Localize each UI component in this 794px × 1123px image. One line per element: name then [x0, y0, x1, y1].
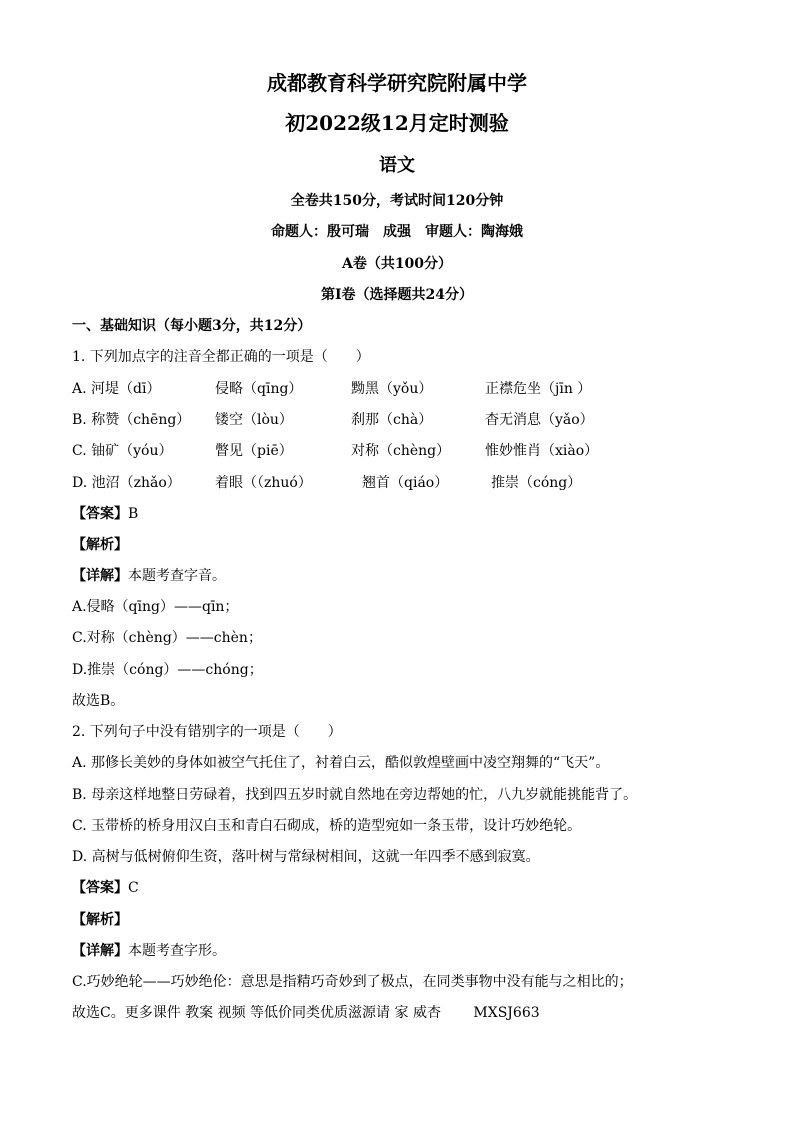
q1-conclusion: 故选B。: [72, 693, 125, 709]
q1-option-b-1: B. 称赞（chēng）: [72, 412, 191, 428]
q1-option-d-2: 着眼（（zhuó）: [215, 475, 312, 491]
q1-option-c-4: 惟妙惟肖（xiào）: [485, 443, 599, 459]
answer-value: B: [128, 506, 139, 522]
exam-title: 初2022级12月定时测验: [285, 111, 509, 135]
q2-conclusion: 故选C。更多课件 教案 视频 等低价同类优质滋源请 家 威杏 MXSJ663: [72, 1005, 540, 1021]
volume-a-title: A卷（共100分）: [341, 256, 453, 272]
q1-option-c-3: 对称（chèng）: [351, 443, 451, 459]
q1-analysis-label: 【解析】: [72, 537, 128, 553]
q1-note-a: A.侵略（qīng）——qīn；: [72, 599, 239, 615]
q1-option-a-2: 侵略（qīng）: [215, 381, 303, 397]
section-one-title: 一、基础知识（每小题3分，共12分）: [72, 318, 312, 334]
q1-option-d-3: 翘首（qiáo）: [362, 475, 449, 491]
q1-detail: [72, 567, 226, 585]
question-1-stem: 1. 下列加点字的注音全都正确的一项是（ ）: [72, 349, 370, 365]
q1-option-b-3: 刹那（chà）: [351, 412, 433, 428]
school-title: 成都教育科学研究院附属中学: [267, 71, 527, 95]
subject-title: 语文: [379, 155, 415, 176]
answer-label: 【答案】: [72, 880, 128, 896]
q2-note-c: C.巧妙绝轮——巧妙绝伦：意思是指精巧奇妙到了极点，在同类事物中没有能与之相比的；: [72, 974, 633, 990]
q1-option-b-2: 镂空（lòu）: [215, 412, 293, 428]
q1-option-d-4: 推崇（cóng）: [491, 475, 582, 491]
q1-option-c-1: C. 铀矿（yóu）: [72, 443, 173, 459]
question-2-stem: 2. 下列句子中没有错别字的一项是（ ）: [72, 724, 342, 740]
q2-detail: [72, 942, 226, 960]
detail-text: 本题考查字音。: [128, 568, 226, 584]
exam-authors: 命题人：殷可瑞 成强 审题人：陶海娥: [271, 224, 523, 240]
q1-option-c-2: 瞥见（piē）: [215, 443, 293, 459]
q1-option-d-1: D. 池沼（zhǎo）: [72, 475, 181, 491]
q1-option-b-4: 杳无消息（yǎo）: [485, 412, 594, 428]
q1-answer: [72, 505, 138, 523]
q1-note-c: C.对称（chèng）——chèn；: [72, 630, 262, 646]
q1-option-a-3: 黝黑（yǒu）: [351, 381, 433, 397]
q2-option-b: B. 母亲这样地整日劳碌着，找到四五岁时就自然地在旁边帮她的忙，八九岁就能挑能背了。: [72, 787, 638, 803]
q2-answer: [72, 879, 139, 897]
detail-label: 【详解】: [72, 568, 128, 584]
q1-option-a-1: A. 河堤（dī）: [72, 381, 161, 397]
q2-analysis-label: 【解析】: [72, 912, 128, 928]
q1-note-d: D.推崇（cóng）——chóng；: [72, 662, 263, 678]
q2-option-c: C. 玉带桥的桥身用汉白玉和青白石砌成，桥的造型宛如一条玉带，设计巧妙绝轮。: [72, 818, 582, 834]
answer-label: 【答案】: [72, 506, 128, 522]
part-one-title: 第Ⅰ卷（选择题共24分）: [320, 287, 474, 303]
exam-info: 全卷共150分，考试时间120分钟: [290, 193, 504, 209]
detail-label: 【详解】: [72, 943, 128, 959]
q2-option-d: D. 高树与低树俯仰生资，落叶树与常绿树相间，这就一年四季不感到寂寞。: [72, 849, 540, 865]
answer-value: C: [128, 880, 139, 896]
detail-text: 本题考查字形。: [128, 943, 226, 959]
q1-option-a-4: 正襟危坐（jīn ）: [485, 381, 592, 397]
q2-option-a: A. 那修长美妙的身体如被空气托住了，衬着白云，酷似敦煌壁画中凌空翔舞的“飞天”。: [72, 755, 610, 771]
